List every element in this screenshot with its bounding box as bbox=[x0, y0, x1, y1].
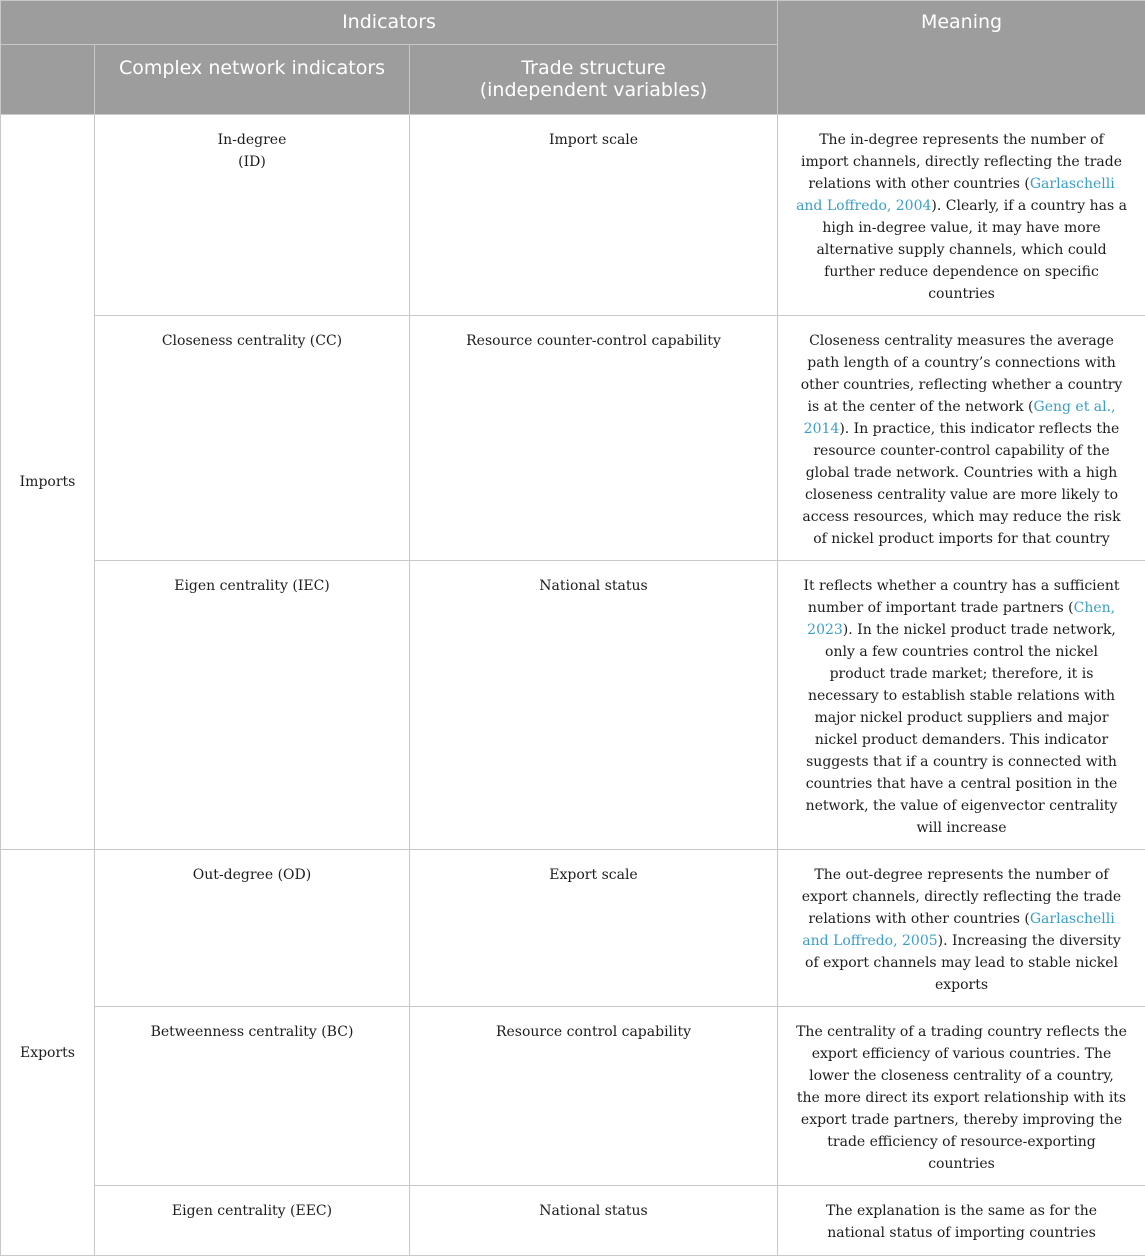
table-row bbox=[1, 115, 1145, 316]
meaning-cell bbox=[778, 561, 1145, 850]
indicator-cell: Out-degree (OD) bbox=[95, 850, 410, 1007]
indicator-cell: Closeness centrality (CC) bbox=[95, 316, 410, 561]
meaning-text: It reflects whether a country has a sufficient number of important trade partners ( bbox=[803, 578, 1119, 616]
meaning-cell: The explanation is the same as for the national status of importing countries bbox=[778, 1186, 1145, 1256]
group-label-imports: Imports bbox=[1, 115, 95, 850]
meaning-cell: The centrality of a trading country reflects the export efficiency of various countries. The lower the closeness centrality of a country, the more direct its export relationship with its export trade partners, thereby improving the trade efficiency of resource-exporting countries bbox=[778, 1007, 1145, 1186]
trade-structure-cell: National status bbox=[410, 1186, 778, 1256]
indicator-cell: Eigen centrality (IEC) bbox=[95, 561, 410, 850]
header-complex-network-indicators: Complex network indicators bbox=[95, 45, 410, 115]
citation-link[interactable]: Garlaschelli and Loffredo, 2004 bbox=[796, 176, 1115, 214]
table-row bbox=[1, 316, 1145, 561]
trade-structure-cell: Resource control capability bbox=[410, 1007, 778, 1186]
trade-structure-cell: Resource counter-control capability bbox=[410, 316, 778, 561]
table-row bbox=[1, 1186, 1145, 1256]
citation-link[interactable]: Geng et al., 2014 bbox=[804, 399, 1116, 437]
meaning-cell bbox=[778, 115, 1145, 316]
indicator-cell: In-degree (ID) bbox=[95, 115, 410, 316]
header-meaning: Meaning bbox=[778, 1, 1145, 115]
trade-structure-cell: National status bbox=[410, 561, 778, 850]
group-label-exports: Exports bbox=[1, 850, 95, 1256]
table-row bbox=[1, 1007, 1145, 1186]
meaning-cell bbox=[778, 316, 1145, 561]
meaning-text: ). In the nickel product trade network, only a few countries control the nickel product trade market; therefore, it is necessary to establish stable relations with major nickel product suppliers and major nickel product demanders. This indicator suggests that if a country is connected with countries that have a central position in the network, the value of eigenvector centrality will increase bbox=[806, 622, 1118, 836]
trade-structure-cell: Import scale bbox=[410, 115, 778, 316]
trade-structure-cell: Export scale bbox=[410, 850, 778, 1007]
header-trade-structure: Trade structure (independent variables) bbox=[410, 45, 778, 115]
meaning-text: ). In practice, this indicator reflects the resource counter-control capability of the global trade network. Countries with a high closeness centrality value are more likely to access resources, which may reduce the risk of nickel product imports for that country bbox=[802, 421, 1120, 547]
header-indicators: Indicators bbox=[1, 1, 778, 45]
meaning-text: Closeness centrality measures the average path length of a country’s connections with other countries, reflecting whether a country is at the center of the network ( bbox=[801, 333, 1123, 415]
table-row bbox=[1, 561, 1145, 850]
citation-link[interactable]: Garlaschelli and Loffredo, 2005 bbox=[802, 911, 1114, 949]
indicator-cell: Betweenness centrality (BC) bbox=[95, 1007, 410, 1186]
header-empty-cell bbox=[1, 45, 95, 115]
table-row bbox=[1, 850, 1145, 1007]
citation-link[interactable]: Chen, 2023 bbox=[807, 600, 1115, 638]
meaning-text: The out-degree represents the number of export channels, directly reflecting the trade relations with other countries ( bbox=[802, 867, 1121, 927]
meaning-text: ). Clearly, if a country has a high in-degree value, it may have more alternative supply channels, which could further reduce dependence on specific countries bbox=[816, 198, 1127, 302]
meaning-text: The in-degree represents the number of import channels, directly reflecting the trade relations with other countries ( bbox=[801, 132, 1122, 192]
meaning-cell bbox=[778, 850, 1145, 1007]
indicator-cell: Eigen centrality (EEC) bbox=[95, 1186, 410, 1256]
meaning-text: ). Increasing the diversity of export channels may lead to stable nickel exports bbox=[805, 933, 1121, 993]
